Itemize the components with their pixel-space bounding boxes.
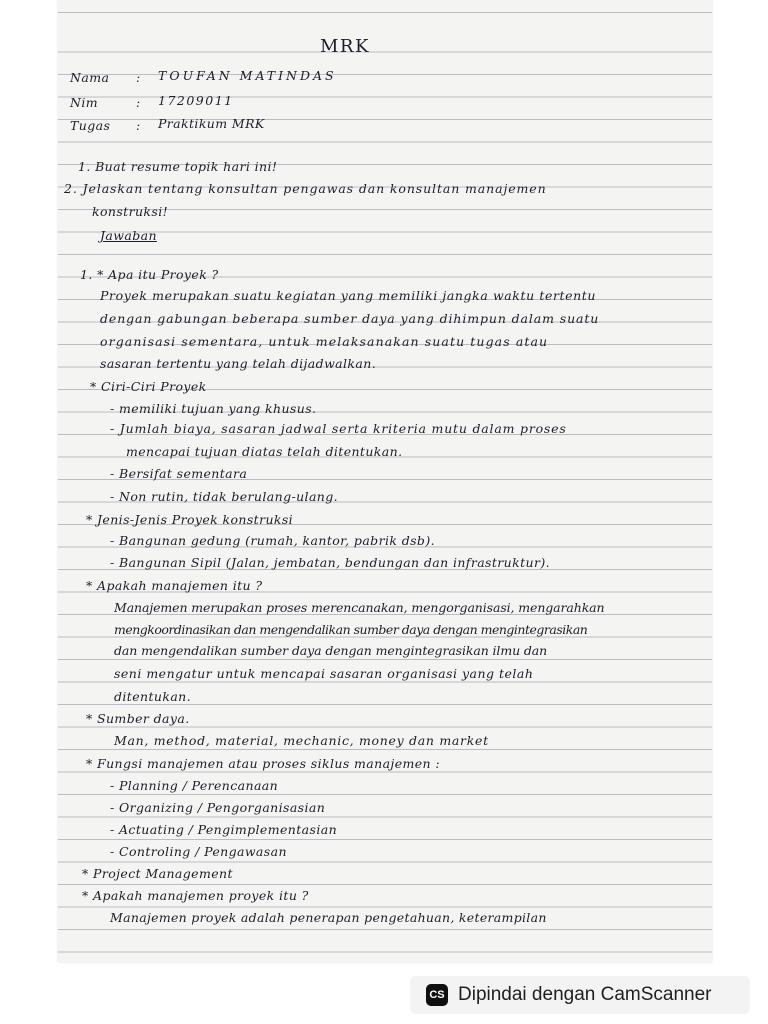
answer-heading: Jawaban [100, 228, 157, 243]
task-2: 2. Jelaskan tentang konsultan pengawas dan konsultan manajemen [64, 181, 547, 196]
header-value: 17209011 [158, 93, 234, 108]
header-separator: : [136, 118, 141, 133]
header-label: Nama [70, 70, 110, 85]
list-item: - Actuating / Pengimplementasian [110, 822, 338, 837]
heading-jenis-proyek: * Jenis-Jenis Proyek konstruksi [86, 512, 294, 527]
list-item: - Controling / Pengawasan [110, 844, 287, 859]
heading-project-management: * Project Management [82, 866, 233, 881]
header-separator: : [136, 70, 141, 85]
paragraph-line: Manajemen proyek adalah penerapan pengetahuan, keterampilan [110, 910, 547, 925]
camscanner-logo-icon: CS [426, 984, 448, 1006]
paragraph-line: ditentukan. [114, 689, 191, 704]
list-item: - memiliki tujuan yang khusus. [110, 401, 317, 416]
paragraph-line: Manajemen merupakan proses merencanakan, mengorganisasi, mengarahkan [114, 600, 605, 615]
paragraph-line: Man, method, material, mechanic, money dan market [114, 733, 489, 748]
header-separator: : [136, 95, 141, 110]
heading-fungsi-manajemen: * Fungsi manajemen atau proses siklus manajemen : [86, 756, 440, 771]
list-item: - Jumlah biaya, sasaran jadwal serta kriteria mutu dalam proses [110, 421, 567, 436]
list-item: - Bangunan gedung (rumah, kantor, pabrik dsb). [110, 533, 435, 548]
list-item: - Planning / Perencanaan [110, 778, 279, 793]
heading-apakah-manajemen: * Apakah manajemen itu ? [86, 578, 263, 593]
heading-apa-itu-proyek: 1. * Apa itu Proyek ? [80, 267, 219, 282]
heading-ciri-ciri-proyek: * Ciri-Ciri Proyek [90, 379, 207, 394]
paragraph-line: organisasi sementara, untuk melaksanakan suatu tugas atau [100, 334, 549, 349]
task-2-cont: konstruksi! [92, 204, 169, 219]
header-label: Tugas [70, 118, 111, 133]
list-item: - Bangunan Sipil (Jalan, jembatan, bendungan dan infrastruktur). [110, 555, 550, 570]
paragraph-line: sasaran tertentu yang telah dijadwalkan. [100, 356, 377, 371]
header-value: Praktikum MRK [158, 116, 265, 131]
paragraph-line: Proyek merupakan suatu kegiatan yang memiliki jangka waktu tertentu [100, 288, 597, 303]
paragraph-line: seni mengatur untuk mencapai sasaran organisasi yang telah [114, 666, 534, 681]
header-label: Nim [70, 95, 98, 110]
list-item: - Organizing / Pengorganisasian [110, 800, 326, 815]
page-title: MRK [320, 36, 370, 57]
list-item-cont: mencapai tujuan diatas telah ditentukan. [126, 444, 403, 459]
heading-apakah-manajemen-proyek: * Apakah manajemen proyek itu ? [82, 888, 309, 903]
paragraph-line: mengkoordinasikan dan mengendalikan sumber daya dengan mengintegrasikan [114, 622, 588, 637]
camscanner-watermark [410, 976, 750, 1014]
list-item: - Non rutin, tidak berulang-ulang. [110, 489, 339, 504]
heading-sumber-daya: * Sumber daya. [86, 711, 190, 726]
list-item: - Bersifat sementara [110, 466, 248, 481]
header-value: TOUFAN MATINDAS [158, 68, 337, 83]
paragraph-line: dan mengendalikan sumber daya dengan mengintegrasikan ilmu dan [114, 643, 548, 658]
task-1: 1. Buat resume topik hari ini! [78, 159, 278, 174]
notebook-page [58, 0, 712, 962]
watermark-text: Dipindai dengan CamScanner [458, 984, 712, 1005]
paragraph-line: dengan gabungan beberapa sumber daya yang dihimpun dalam suatu [100, 311, 600, 326]
